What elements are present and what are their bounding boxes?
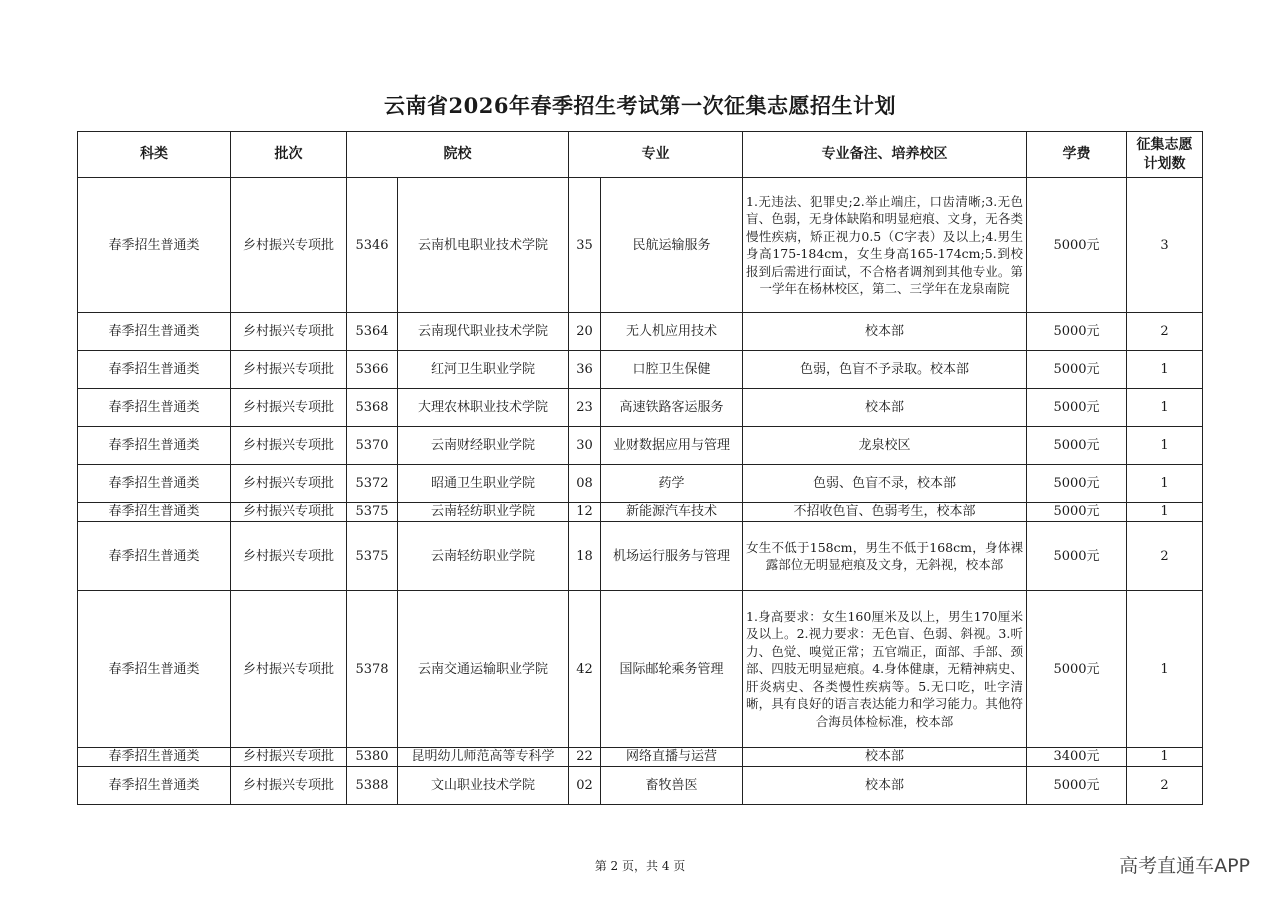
cell-notes: 校本部 — [743, 748, 1027, 767]
cell-major-code: 02 — [569, 767, 601, 805]
cell-notes: 色弱，色盲不予录取。校本部 — [743, 351, 1027, 389]
cell-school-code: 5378 — [347, 591, 398, 748]
table-row — [78, 427, 1203, 465]
cell-major-code: 18 — [569, 522, 601, 591]
cell-notes: 女生不低于158cm，男生不低于168cm，身体裸露部位无明显疤痕及文身，无斜视，校本部 — [743, 522, 1027, 591]
cell-school: 红河卫生职业学院 — [398, 351, 569, 389]
cell-category: 春季招生普通类 — [78, 465, 231, 503]
cell-school: 云南交通运输职业学院 — [398, 591, 569, 748]
cell-school-code: 5372 — [347, 465, 398, 503]
cell-quota: 1 — [1127, 427, 1203, 465]
cell-quota: 1 — [1127, 351, 1203, 389]
cell-major: 网络直播与运营 — [601, 748, 743, 767]
cell-notes: 1.无违法、犯罪史;2.举止端庄，口齿清晰;3.无色盲、色弱，无身体缺陷和明显疤痕、文身，无各类慢性疾病，矫正视力0.5（C字表）及以上;4.男生身高175-184cm，女生身高165-174cm;5.到校报到后需进行面试，不合格者调剂到其他专业。第一学年在杨林校区，第二、三学年在龙泉南院 — [743, 178, 1027, 313]
cell-major: 业财数据应用与管理 — [601, 427, 743, 465]
cell-school: 云南财经职业学院 — [398, 427, 569, 465]
cell-major-code: 22 — [569, 748, 601, 767]
cell-batch: 乡村振兴专项批 — [231, 351, 347, 389]
table-row — [78, 591, 1203, 748]
cell-tuition: 5000元 — [1027, 591, 1127, 748]
cell-tuition: 5000元 — [1027, 465, 1127, 503]
cell-major: 机场运行服务与管理 — [601, 522, 743, 591]
cell-batch: 乡村振兴专项批 — [231, 522, 347, 591]
table-row — [78, 767, 1203, 805]
cell-category: 春季招生普通类 — [78, 767, 231, 805]
cell-tuition: 5000元 — [1027, 351, 1127, 389]
cell-quota: 1 — [1127, 503, 1203, 522]
cell-notes: 校本部 — [743, 389, 1027, 427]
cell-major-code: 23 — [569, 389, 601, 427]
table-row — [78, 748, 1203, 767]
cell-school-code: 5346 — [347, 178, 398, 313]
cell-major: 药学 — [601, 465, 743, 503]
cell-tuition: 5000元 — [1027, 503, 1127, 522]
watermark: 高考直通车APP — [1119, 855, 1250, 877]
cell-batch: 乡村振兴专项批 — [231, 178, 347, 313]
cell-school: 云南轻纺职业学院 — [398, 503, 569, 522]
page-footer: 第 2 页，共 4 页 — [594, 859, 686, 873]
cell-major-code: 42 — [569, 591, 601, 748]
cell-category: 春季招生普通类 — [78, 427, 231, 465]
cell-major: 口腔卫生保健 — [601, 351, 743, 389]
cell-school-code: 5366 — [347, 351, 398, 389]
table-row — [78, 503, 1203, 522]
cell-notes: 校本部 — [743, 767, 1027, 805]
cell-batch: 乡村振兴专项批 — [231, 389, 347, 427]
document-title: 云南省2026年春季招生考试第一次征集志愿招生计划 — [384, 93, 896, 118]
cell-batch: 乡村振兴专项批 — [231, 767, 347, 805]
cell-category: 春季招生普通类 — [78, 313, 231, 351]
cell-school: 昆明幼儿师范高等专科学 — [398, 748, 569, 767]
header-batch: 批次 — [231, 132, 347, 178]
cell-notes: 1.身高要求：女生160厘米及以上，男生170厘米及以上。2.视力要求：无色盲、色弱、斜视。3.听力、色觉、嗅觉正常；五官端正，面部、手部、颈部、四肢无明显疤痕。4.身体健康，无精神病史、肝炎病史、各类慢性疾病等。5.无口吃，吐字清晰，具有良好的语言表达能力和学习能力。其他符合海员体检标准，校本部 — [743, 591, 1027, 748]
cell-category: 春季招生普通类 — [78, 503, 231, 522]
header-quota: 征集志愿计划数 — [1127, 132, 1203, 178]
cell-school-code: 5368 — [347, 389, 398, 427]
cell-category: 春季招生普通类 — [78, 178, 231, 313]
header-category: 科类 — [78, 132, 231, 178]
enrollment-plan-table — [77, 131, 1203, 805]
cell-category: 春季招生普通类 — [78, 748, 231, 767]
cell-quota: 2 — [1127, 313, 1203, 351]
cell-major-code: 36 — [569, 351, 601, 389]
cell-major: 无人机应用技术 — [601, 313, 743, 351]
cell-batch: 乡村振兴专项批 — [231, 313, 347, 351]
cell-notes: 色弱、色盲不录，校本部 — [743, 465, 1027, 503]
cell-school: 云南现代职业技术学院 — [398, 313, 569, 351]
cell-school-code: 5388 — [347, 767, 398, 805]
cell-major: 畜牧兽医 — [601, 767, 743, 805]
cell-school: 昭通卫生职业学院 — [398, 465, 569, 503]
header-tuition: 学费 — [1027, 132, 1127, 178]
cell-tuition: 5000元 — [1027, 427, 1127, 465]
cell-major-code: 12 — [569, 503, 601, 522]
cell-category: 春季招生普通类 — [78, 522, 231, 591]
cell-batch: 乡村振兴专项批 — [231, 465, 347, 503]
cell-school: 云南轻纺职业学院 — [398, 522, 569, 591]
cell-batch: 乡村振兴专项批 — [231, 748, 347, 767]
cell-quota: 1 — [1127, 748, 1203, 767]
table-row — [78, 178, 1203, 313]
cell-quota: 1 — [1127, 465, 1203, 503]
cell-notes: 不招收色盲、色弱考生，校本部 — [743, 503, 1027, 522]
table-body — [78, 178, 1203, 805]
cell-tuition: 5000元 — [1027, 389, 1127, 427]
cell-school-code: 5375 — [347, 522, 398, 591]
cell-batch: 乡村振兴专项批 — [231, 591, 347, 748]
cell-major-code: 35 — [569, 178, 601, 313]
cell-notes: 校本部 — [743, 313, 1027, 351]
table-row — [78, 351, 1203, 389]
cell-school-code: 5375 — [347, 503, 398, 522]
cell-major-code: 30 — [569, 427, 601, 465]
cell-tuition: 5000元 — [1027, 522, 1127, 591]
cell-major: 国际邮轮乘务管理 — [601, 591, 743, 748]
cell-tuition: 5000元 — [1027, 178, 1127, 313]
header-school: 院校 — [347, 132, 569, 178]
cell-major-code: 08 — [569, 465, 601, 503]
cell-category: 春季招生普通类 — [78, 351, 231, 389]
cell-tuition: 5000元 — [1027, 313, 1127, 351]
cell-tuition: 3400元 — [1027, 748, 1127, 767]
cell-batch: 乡村振兴专项批 — [231, 427, 347, 465]
cell-category: 春季招生普通类 — [78, 389, 231, 427]
header-notes: 专业备注、培养校区 — [743, 132, 1027, 178]
cell-major: 高速铁路客运服务 — [601, 389, 743, 427]
cell-school-code: 5364 — [347, 313, 398, 351]
cell-category: 春季招生普通类 — [78, 591, 231, 748]
cell-quota: 2 — [1127, 767, 1203, 805]
cell-quota: 2 — [1127, 522, 1203, 591]
table-row — [78, 389, 1203, 427]
header-major: 专业 — [569, 132, 743, 178]
cell-quota: 1 — [1127, 389, 1203, 427]
cell-school: 云南机电职业技术学院 — [398, 178, 569, 313]
cell-school-code: 5380 — [347, 748, 398, 767]
cell-batch: 乡村振兴专项批 — [231, 503, 347, 522]
table-row — [78, 465, 1203, 503]
cell-major-code: 20 — [569, 313, 601, 351]
cell-notes: 龙泉校区 — [743, 427, 1027, 465]
cell-quota: 1 — [1127, 591, 1203, 748]
table-row — [78, 522, 1203, 591]
cell-tuition: 5000元 — [1027, 767, 1127, 805]
cell-quota: 3 — [1127, 178, 1203, 313]
cell-major: 新能源汽车技术 — [601, 503, 743, 522]
cell-school-code: 5370 — [347, 427, 398, 465]
table-row — [78, 313, 1203, 351]
cell-school: 文山职业技术学院 — [398, 767, 569, 805]
cell-major: 民航运输服务 — [601, 178, 743, 313]
table-header-row — [78, 132, 1203, 178]
cell-school: 大理农林职业技术学院 — [398, 389, 569, 427]
